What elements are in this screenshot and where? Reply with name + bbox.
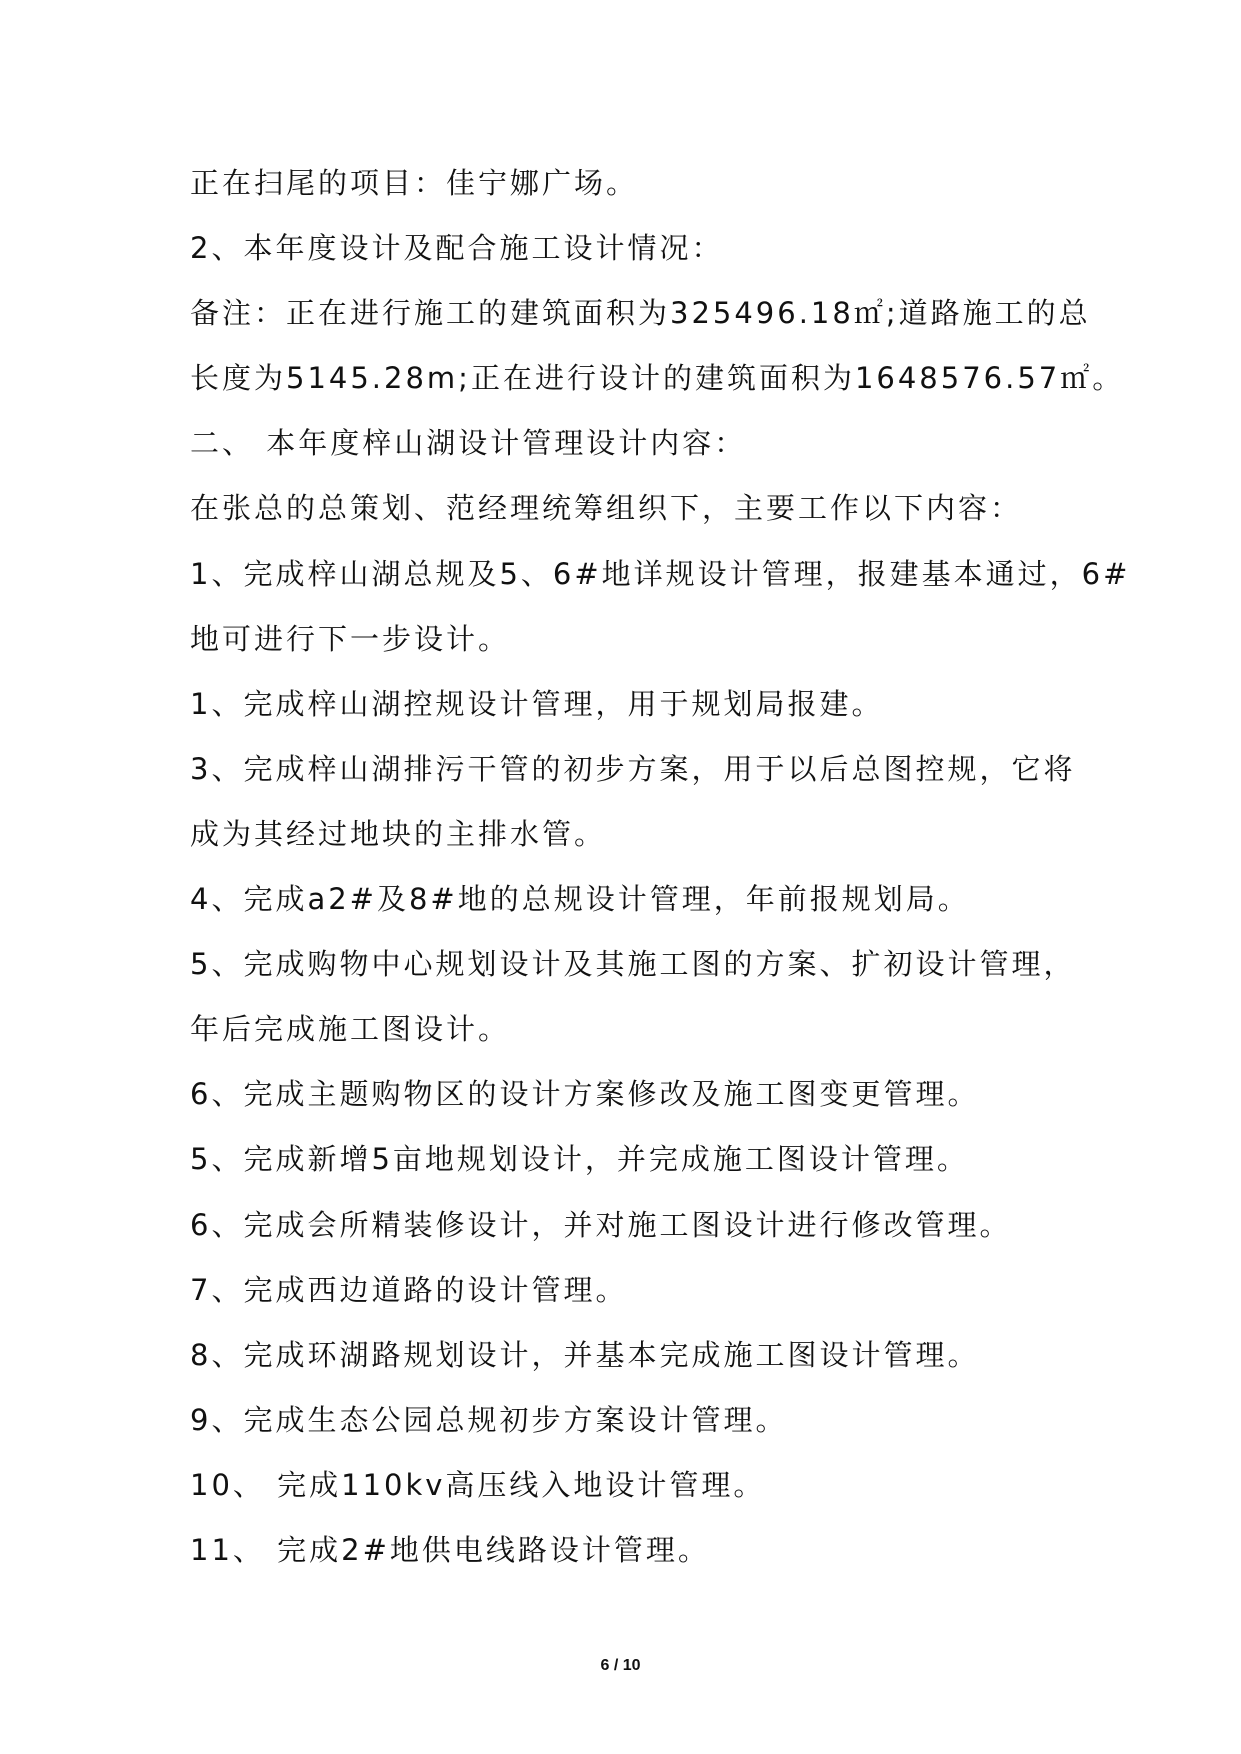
list-item: 5、完成购物中心规划设计及其施工图的方案、扩初设计管理， <box>190 947 1076 982</box>
list-item: 4、完成a2#及8#地的总规设计管理，年前报规划局。 <box>190 882 970 917</box>
list-item: 7、完成西边道路的设计管理。 <box>190 1272 628 1307</box>
list-item: 11、 完成2#地供电线路设计管理。 <box>190 1532 710 1567</box>
text-line: 2、本年度设计及配合施工设计情况： <box>190 231 724 266</box>
text-line: 地可进行下一步设计。 <box>190 621 511 656</box>
list-item: 8、完成环湖路规划设计，并基本完成施工图设计管理。 <box>190 1337 980 1372</box>
section-heading: 二、 本年度梓山湖设计管理设计内容： <box>190 426 747 461</box>
list-item: 6、完成主题购物区的设计方案修改及施工图变更管理。 <box>190 1077 980 1112</box>
list-item: 1、完成梓山湖控规设计管理，用于规划局报建。 <box>190 686 884 721</box>
list-item: 9、完成生态公园总规初步方案设计管理。 <box>190 1402 788 1437</box>
text-line: 在张总的总策划、范经理统筹组织下，主要工作以下内容： <box>190 491 1023 526</box>
text-line: 正在扫尾的项目：佳宁娜广场。 <box>190 166 639 200</box>
text-line: 年后完成施工图设计。 <box>190 1012 511 1047</box>
list-item: 1、完成梓山湖总规及5、6#地详规设计管理，报建基本通过，6# <box>190 556 1131 591</box>
list-item: 3、完成梓山湖排污干管的初步方案，用于以后总图控规，它将 <box>190 751 1076 786</box>
list-item: 10、 完成110kv高压线入地设计管理。 <box>190 1467 766 1502</box>
text-line: 备注：正在进行施工的建筑面积为325496.18㎡;道路施工的总 <box>190 296 1091 331</box>
list-item: 5、完成新增5亩地规划设计，并完成施工图设计管理。 <box>190 1142 969 1177</box>
text-line: 成为其经过地块的主排水管。 <box>190 816 607 851</box>
document-body <box>190 158 1131 1590</box>
page-number: 6 / 10 <box>600 1657 641 1674</box>
text-line: 长度为5145.28m;正在进行设计的建筑面积为1648576.57㎡。 <box>190 361 1125 396</box>
list-item: 6、完成会所精装修设计，并对施工图设计进行修改管理。 <box>190 1207 1012 1242</box>
